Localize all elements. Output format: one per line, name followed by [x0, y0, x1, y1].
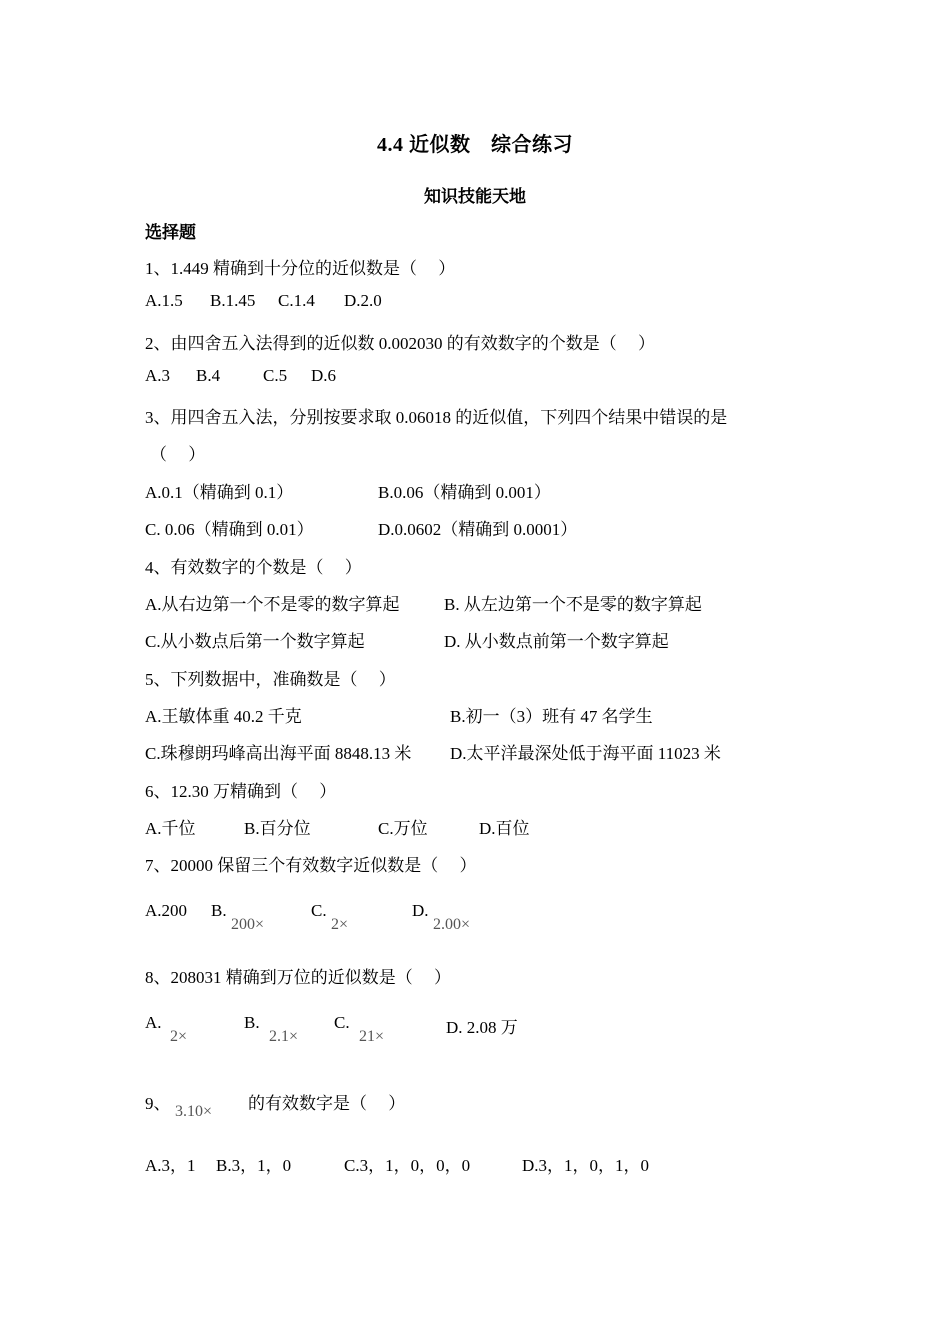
question-6-option-d: D.百位	[479, 819, 530, 838]
question-1-option-b: B.1.45	[210, 291, 256, 310]
question-9-option-d: D.3，1，0，1，0	[522, 1156, 650, 1175]
question-3-option-a: A.0.1（精确到 0.1）	[145, 483, 294, 502]
question-8-option-c: C.	[334, 1013, 350, 1032]
question-7-option-d: D.	[412, 901, 429, 920]
question-9-option-b: B.3，1，0	[216, 1156, 292, 1175]
question-5-option-b: B.初一（3）班有 47 名学生	[450, 707, 653, 726]
question-1-option-c: C.1.4	[278, 291, 315, 310]
question-8-option-a: A.	[145, 1013, 162, 1032]
question-8-option-a-math: 2×	[170, 1028, 188, 1045]
section-heading: 选择题	[145, 223, 196, 242]
question-4-option-d: D. 从小数点前第一个数字算起	[444, 632, 669, 651]
question-5-option-d: D.太平洋最深处低于海平面 11023 米	[450, 744, 721, 763]
question-1-stem: 1、1.449 精确到十分位的近似数是（ ）	[145, 259, 456, 278]
question-9-option-a: A.3，1	[145, 1156, 196, 1175]
question-2-option-d: D.6	[311, 366, 337, 385]
question-9-stem-suffix: 的有效数字是（ ）	[248, 1094, 406, 1113]
question-9-stem-prefix: 9、	[145, 1094, 171, 1113]
question-6-option-a: A.千位	[145, 819, 196, 838]
question-5-option-c: C.珠穆朗玛峰高出海平面 8848.13 米	[145, 744, 412, 763]
question-7-option-c-math: 2×	[331, 916, 349, 933]
question-6-option-c: C.万位	[378, 819, 428, 838]
question-9-stem-math: 3.10×	[175, 1103, 213, 1120]
question-2-option-b: B.4	[196, 366, 221, 385]
page-title: 4.4 近似数 综合练习	[377, 134, 573, 156]
question-8-option-b-math: 2.1×	[269, 1028, 299, 1045]
question-1-option-d: D.2.0	[344, 291, 382, 310]
question-8-stem: 8、208031 精确到万位的近似数是（ ）	[145, 968, 451, 987]
question-4-option-c: C.从小数点后第一个数字算起	[145, 632, 365, 651]
question-6-option-b: B.百分位	[244, 819, 311, 838]
question-8-option-c-math: 21×	[359, 1028, 385, 1045]
question-4-option-b: B. 从左边第一个不是零的数字算起	[444, 595, 702, 614]
question-3-option-b: B.0.06（精确到 0.001）	[378, 483, 551, 502]
question-3-stem: 3、用四舍五入法，分别按要求取 0.06018 的近似值，下列四个结果中错误的是	[145, 408, 728, 427]
question-8-option-d: D. 2.08 万	[446, 1018, 518, 1037]
question-2-stem: 2、由四舍五入法得到的近似数 0.002030 的有效数字的个数是（ ）	[145, 334, 655, 353]
question-7-option-a: A.200	[145, 901, 188, 920]
question-7-option-b: B.	[211, 901, 227, 920]
question-5-option-a: A.王敏体重 40.2 千克	[145, 707, 302, 726]
question-6-stem: 6、12.30 万精确到（ ）	[145, 782, 337, 801]
question-2-option-a: A.3	[145, 366, 171, 385]
question-7-option-d-math: 2.00×	[433, 916, 471, 933]
question-7-option-b-math: 200×	[231, 916, 265, 933]
question-4-stem: 4、有效数字的个数是（ ）	[145, 558, 362, 577]
question-8-option-b: B.	[244, 1013, 260, 1032]
question-7-stem: 7、20000 保留三个有效数字近似数是（ ）	[145, 856, 477, 875]
question-3-stem-continued: （ ）	[150, 445, 206, 464]
question-9-option-c: C.3，1，0，0，0	[344, 1156, 471, 1175]
question-3-option-c: C. 0.06（精确到 0.01）	[145, 520, 314, 539]
question-2-option-c: C.5	[263, 366, 288, 385]
question-4-option-a: A.从右边第一个不是零的数字算起	[145, 595, 400, 614]
question-7-option-c: C.	[311, 901, 327, 920]
section-subtitle: 知识技能天地	[424, 187, 526, 206]
question-5-stem: 5、下列数据中，准确数是（ ）	[145, 670, 396, 689]
question-1-option-a: A.1.5	[145, 291, 183, 310]
question-3-option-d: D.0.0602（精确到 0.0001）	[378, 520, 578, 539]
